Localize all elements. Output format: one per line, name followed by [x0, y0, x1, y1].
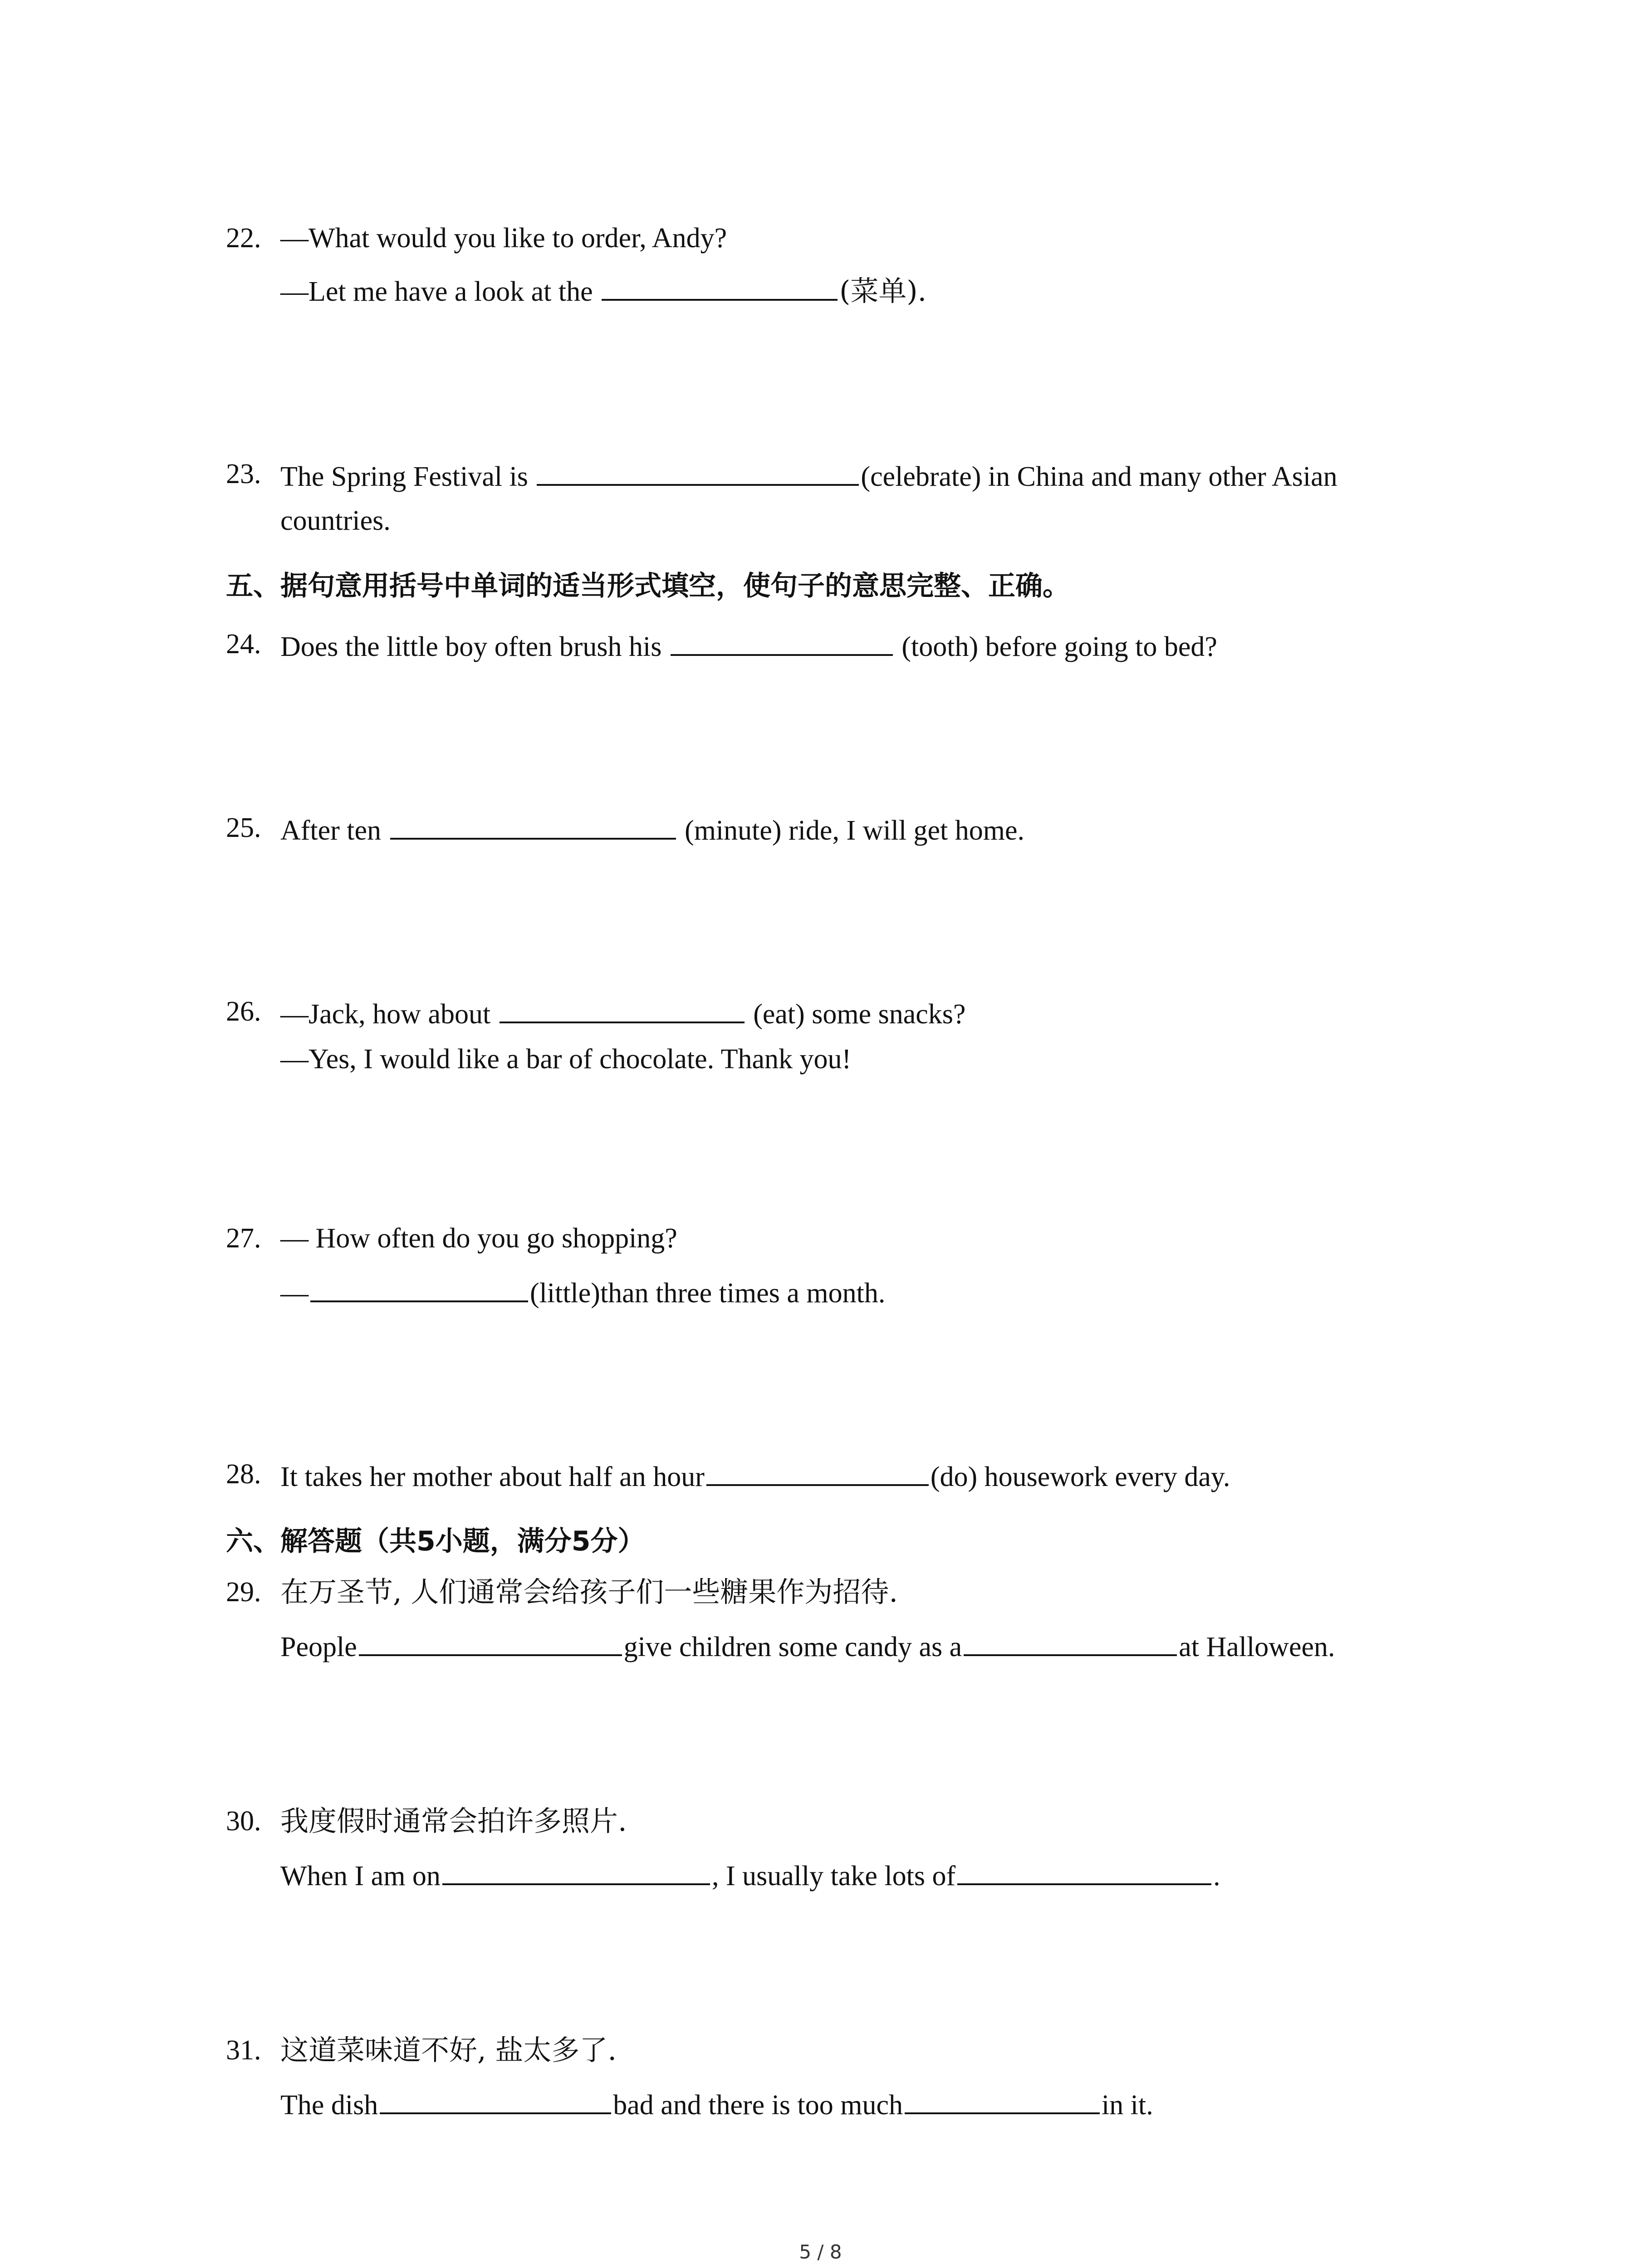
question-text	[280, 1855, 1220, 1894]
question-text-part: .	[1213, 1861, 1220, 1892]
question-number: 22.	[226, 223, 261, 254]
answer-blank[interactable]	[957, 1855, 1211, 1885]
question-text	[280, 1272, 885, 1311]
question-text	[280, 626, 1217, 665]
question-number: 25.	[226, 812, 261, 843]
page-number: 5 / 8	[799, 2241, 842, 2263]
section-6-heading: 六、解答题（共5小题，满分5分）	[226, 1525, 645, 1557]
question-text: countries.	[280, 505, 391, 536]
question-text-part: Does the little boy often brush his	[280, 631, 669, 662]
question-text	[280, 810, 1024, 849]
question-text	[280, 456, 1337, 495]
question-text	[280, 2084, 1153, 2123]
question-text-part: The dish	[280, 2090, 378, 2121]
question-text	[280, 271, 926, 310]
answer-blank[interactable]	[671, 626, 893, 656]
question-text	[280, 1626, 1335, 1665]
question-text-part: (do) housework every day.	[930, 1461, 1230, 1492]
question-text-part: give children some candy as a	[623, 1632, 962, 1662]
question-text-part: When I am on	[280, 1861, 441, 1892]
question-text-part: —Let me have a look at the	[280, 276, 600, 307]
question-number: 28.	[226, 1459, 261, 1490]
question-text-part: —	[280, 1278, 309, 1309]
question-text-part: (tooth) before going to bed?	[894, 631, 1217, 662]
answer-blank[interactable]	[310, 1272, 528, 1302]
question-text-part: in it.	[1102, 2090, 1153, 2121]
question-text-part: The Spring Festival is	[280, 461, 535, 492]
question-number: 27.	[226, 1223, 261, 1254]
question-text-part: (little)than three times a month.	[530, 1278, 886, 1309]
question-text-part: , I usually take lots of	[711, 1861, 956, 1892]
question-text-part: (minute) ride, I will get home.	[677, 815, 1025, 846]
question-text-part: It takes her mother about half an hour	[280, 1461, 705, 1492]
answer-blank[interactable]	[537, 456, 859, 486]
answer-blank[interactable]	[442, 1855, 710, 1885]
question-text-part: (菜单).	[839, 274, 927, 308]
question-number: 29.	[226, 1577, 261, 1608]
answer-blank[interactable]	[500, 993, 745, 1023]
question-text-part: at Halloween.	[1179, 1632, 1335, 1662]
question-text: —Yes, I would like a bar of chocolate. Thank you!	[280, 1044, 852, 1075]
question-text	[280, 1456, 1230, 1495]
question-chinese-prompt: 我度假时通常会拍许多照片.	[280, 1804, 627, 1838]
answer-blank[interactable]	[359, 1626, 622, 1656]
answer-blank[interactable]	[602, 271, 838, 301]
question-text-part: bad and there is too much	[613, 2090, 903, 2121]
question-number: 30.	[226, 1806, 261, 1837]
question-number: 26.	[226, 996, 261, 1027]
answer-blank[interactable]	[390, 810, 676, 840]
question-chinese-prompt: 这道菜味道不好, 盐太多了.	[280, 2033, 617, 2067]
question-number: 31.	[226, 2035, 261, 2066]
answer-blank[interactable]	[964, 1626, 1177, 1656]
answer-blank[interactable]	[380, 2084, 611, 2114]
section-5-heading: 五、据句意用括号中单词的适当形式填空，使句子的意思完整、正确。	[226, 570, 1070, 602]
question-text: —What would you like to order, Andy?	[280, 223, 727, 254]
answer-blank[interactable]	[706, 1456, 929, 1486]
question-text	[280, 993, 965, 1032]
question-text-part: (eat) some snacks?	[746, 999, 966, 1030]
question-chinese-prompt: 在万圣节, 人们通常会给孩子们一些糖果作为招待.	[280, 1575, 898, 1608]
question-text-part: After ten	[280, 815, 388, 846]
question-text: — How often do you go shopping?	[280, 1223, 677, 1254]
answer-blank[interactable]	[905, 2084, 1100, 2114]
question-text-part: —Jack, how about	[280, 999, 498, 1030]
question-number: 24.	[226, 629, 261, 660]
question-text-part: (celebrate) in China and many other Asian	[861, 461, 1337, 492]
question-text-part: People	[280, 1632, 357, 1662]
question-number: 23.	[226, 459, 261, 489]
